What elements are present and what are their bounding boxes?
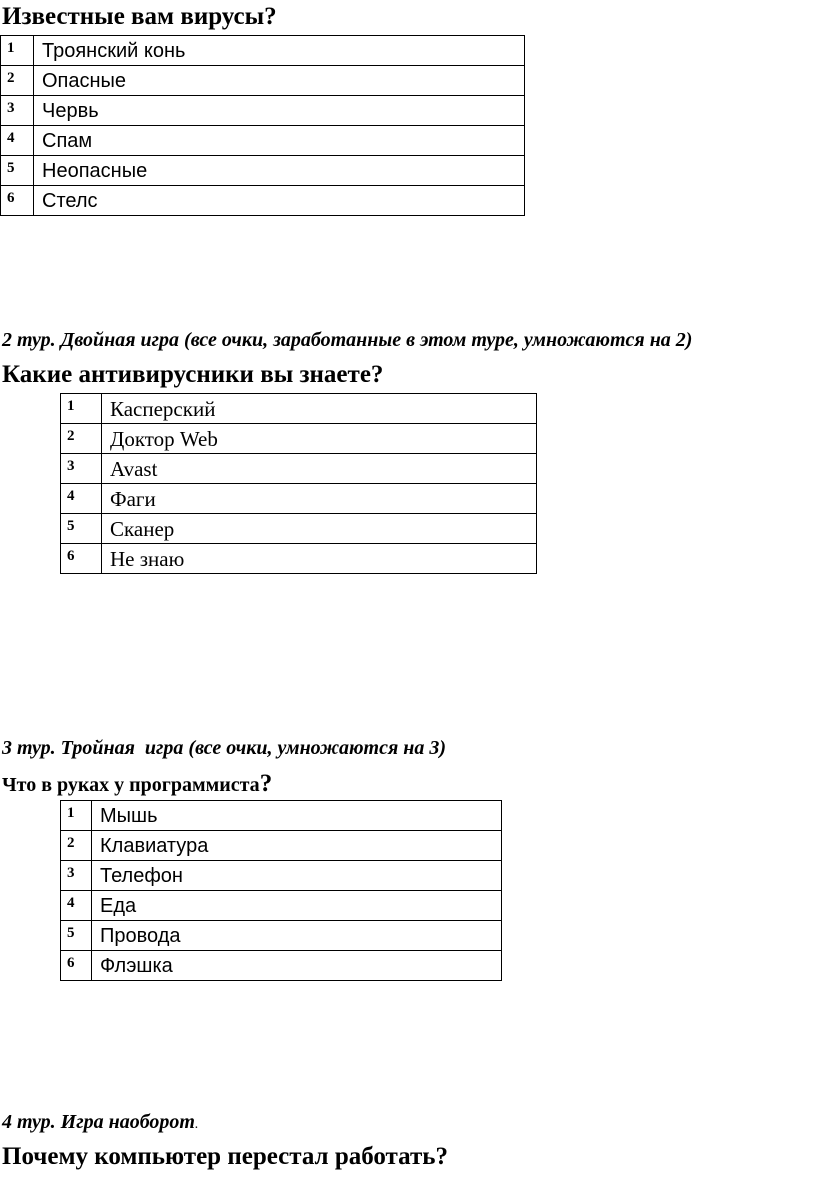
table-row xyxy=(1,96,525,126)
table-row xyxy=(61,861,502,891)
answer-text: Спам xyxy=(34,126,525,156)
answer-text: Мышь xyxy=(92,801,502,831)
row-number: 2 xyxy=(61,424,102,454)
row-number: 3 xyxy=(61,861,92,891)
table-row xyxy=(61,544,537,574)
round-4-dot: . xyxy=(195,1117,199,1132)
answer-text: Avast xyxy=(102,454,537,484)
answer-text: Клавиатура xyxy=(92,831,502,861)
table-row xyxy=(1,126,525,156)
question-viruses: Известные вам вирусы? xyxy=(2,3,277,30)
row-number: 6 xyxy=(61,544,102,574)
table-row xyxy=(61,424,537,454)
row-number: 4 xyxy=(1,126,34,156)
answers-table-viruses xyxy=(0,35,525,216)
answer-text: Стелс xyxy=(34,186,525,216)
table-row xyxy=(1,66,525,96)
answers-table-antivirus xyxy=(60,393,537,574)
question-programmer-text: Что в руках у программиста xyxy=(2,774,260,796)
table-row xyxy=(61,831,502,861)
row-number: 2 xyxy=(61,831,92,861)
round-4-title-text: 4 тур. Игра наоборот xyxy=(2,1111,195,1133)
row-number: 5 xyxy=(61,514,102,544)
row-number: 2 xyxy=(1,66,34,96)
round-2-title: 2 тур. Двойная игра (все очки, заработанные в этом туре, умножаются на 2) xyxy=(2,329,693,351)
round-3-title: 3 тур. Тройная игра (все очки, умножаются на 3) xyxy=(2,737,447,759)
answer-text: Троянский конь xyxy=(34,36,525,66)
row-number: 1 xyxy=(1,36,34,66)
table-row xyxy=(61,891,502,921)
answers-table-programmer xyxy=(60,800,502,981)
table-row xyxy=(61,454,537,484)
answer-text: Червь xyxy=(34,96,525,126)
row-number: 4 xyxy=(61,484,102,514)
round-4-title xyxy=(2,1111,199,1134)
row-number: 6 xyxy=(61,951,92,981)
answer-text: Флэшка xyxy=(92,951,502,981)
table-row xyxy=(1,186,525,216)
question-computer-stopped: Почему компьютер перестал работать? xyxy=(2,1143,448,1170)
table-row xyxy=(61,514,537,544)
row-number: 5 xyxy=(61,921,92,951)
table-row xyxy=(61,484,537,514)
row-number: 4 xyxy=(61,891,92,921)
row-number: 1 xyxy=(61,394,102,424)
row-number: 1 xyxy=(61,801,92,831)
table-row xyxy=(61,801,502,831)
answer-text: Доктор Web xyxy=(102,424,537,454)
answer-text: Фаги xyxy=(102,484,537,514)
row-number: 3 xyxy=(1,96,34,126)
question-programmer xyxy=(2,770,272,798)
table-row xyxy=(61,394,537,424)
table-row xyxy=(1,36,525,66)
answer-text: Провода xyxy=(92,921,502,951)
table-row xyxy=(61,951,502,981)
answer-text: Сканер xyxy=(102,514,537,544)
answer-text: Телефон xyxy=(92,861,502,891)
row-number: 5 xyxy=(1,156,34,186)
answer-text: Не знаю xyxy=(102,544,537,574)
table-row xyxy=(1,156,525,186)
question-mark: ? xyxy=(259,770,273,797)
table-row xyxy=(61,921,502,951)
answer-text: Опасные xyxy=(34,66,525,96)
answer-text: Неопасные xyxy=(34,156,525,186)
question-antivirus: Какие антивирусники вы знаете? xyxy=(2,361,384,388)
answer-text: Касперский xyxy=(102,394,537,424)
row-number: 6 xyxy=(1,186,34,216)
row-number: 3 xyxy=(61,454,102,484)
answer-text: Еда xyxy=(92,891,502,921)
